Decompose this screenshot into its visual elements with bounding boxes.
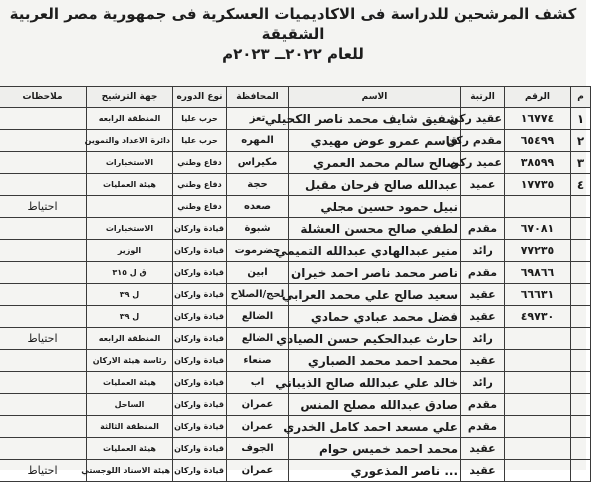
row-index-cell xyxy=(571,328,591,350)
course-type-cell: قيادة واركان xyxy=(173,306,227,328)
rank-cell: مقدم ركن xyxy=(461,130,505,152)
nominating-body-cell: هيئة العمليات xyxy=(87,438,173,460)
course-type-cell: قيادة واركان xyxy=(173,328,227,350)
rank-cell: عقيد ركن xyxy=(461,108,505,130)
military-number-cell xyxy=(505,416,571,438)
table-row xyxy=(0,174,591,196)
candidate-name-cell: سعيد صالح علي محمد العرابي xyxy=(289,284,461,306)
header-cell: الرقم xyxy=(505,87,571,108)
governorate-cell: الجوف xyxy=(227,438,289,460)
course-type-cell: قيادة واركان xyxy=(173,218,227,240)
candidate-name-cell: خالد علي عبدالله صالح الذيباني xyxy=(289,372,461,394)
nominating-body-cell: هيئة الاسناد اللوجستي xyxy=(87,460,173,482)
candidate-name-cell: ناصر محمد ناصر احمد خيران xyxy=(289,262,461,284)
remarks-cell xyxy=(0,350,87,372)
military-number-cell: ٦٧٠٨١ xyxy=(505,218,571,240)
military-number-cell: ٣٨٥٩٩ xyxy=(505,152,571,174)
remarks-cell: احتياط xyxy=(0,196,87,218)
remarks-cell xyxy=(0,108,87,130)
rank-cell: رائد xyxy=(461,372,505,394)
remarks-cell xyxy=(0,372,87,394)
candidate-name-cell: عبدالله صالح فرحان مقبل xyxy=(289,174,461,196)
row-index-cell xyxy=(571,460,591,482)
remarks-cell xyxy=(0,262,87,284)
course-type-cell: حرب عليا xyxy=(173,130,227,152)
header-cell: المحافظة xyxy=(227,87,289,108)
candidate-name-cell: شفيق شايف محمد ناصر الكحيلي xyxy=(289,108,461,130)
candidate-name-cell: لطفي صالح محسن العشلة xyxy=(289,218,461,240)
table-row xyxy=(0,284,591,306)
remarks-cell xyxy=(0,416,87,438)
candidate-name-cell: منير عبدالهادي عبدالله التميمي xyxy=(289,240,461,262)
row-index-cell xyxy=(571,394,591,416)
document-title xyxy=(0,4,586,64)
rank-cell: عميد ركن xyxy=(461,152,505,174)
military-number-cell: ٧٧٢٣٥ xyxy=(505,240,571,262)
rank-cell: مقدم xyxy=(461,394,505,416)
governorate-cell: ابين xyxy=(227,262,289,284)
governorate-cell: عمران xyxy=(227,394,289,416)
header-cell: ملاحظات xyxy=(0,87,87,108)
remarks-cell xyxy=(0,394,87,416)
table-row xyxy=(0,262,591,284)
row-index-cell xyxy=(571,416,591,438)
nominating-body-cell: ق ل ٣١٥ xyxy=(87,262,173,284)
governorate-cell: عمران xyxy=(227,416,289,438)
rank-cell: عقيد xyxy=(461,350,505,372)
candidate-name-cell: صالح سالم محمد العمري xyxy=(289,152,461,174)
rank-cell: عقيد xyxy=(461,438,505,460)
candidates-table xyxy=(0,86,591,482)
governorate-cell: حجة xyxy=(227,174,289,196)
military-number-cell xyxy=(505,196,571,218)
governorate-cell: حضرموت xyxy=(227,240,289,262)
table-row xyxy=(0,196,591,218)
rank-cell: عقيد xyxy=(461,284,505,306)
governorate-cell: الضالع xyxy=(227,328,289,350)
table-row xyxy=(0,108,591,130)
military-number-cell: ٦٥٤٩٩ xyxy=(505,130,571,152)
candidate-name-cell: قاسم عمرو عوض مهيدي xyxy=(289,130,461,152)
row-index-cell xyxy=(571,306,591,328)
course-type-cell: دفاع وطني xyxy=(173,196,227,218)
nominating-body-cell: الاستخبارات xyxy=(87,152,173,174)
military-number-cell xyxy=(505,394,571,416)
nominating-body-cell: الاستخبارات xyxy=(87,218,173,240)
remarks-cell: احتياط xyxy=(0,460,87,482)
military-number-cell: ٦٦٦٣١ xyxy=(505,284,571,306)
governorate-cell: صنعاء xyxy=(227,350,289,372)
rank-cell: مقدم xyxy=(461,416,505,438)
table-row xyxy=(0,460,591,482)
military-number-cell: ١٧٧٣٥ xyxy=(505,174,571,196)
table-row xyxy=(0,218,591,240)
table-row xyxy=(0,328,591,350)
nominating-body-cell: ل ٣٩ xyxy=(87,284,173,306)
military-number-cell xyxy=(505,328,571,350)
row-index-cell xyxy=(571,196,591,218)
military-number-cell: ٦٩٨٦٦ xyxy=(505,262,571,284)
nominating-body-cell: الوزير xyxy=(87,240,173,262)
remarks-cell xyxy=(0,152,87,174)
header-cell: م xyxy=(571,87,591,108)
table-header-row xyxy=(0,87,591,108)
rank-cell: مقدم xyxy=(461,262,505,284)
rank-cell: عقيد xyxy=(461,306,505,328)
nominating-body-cell: المنطقة الثالثة xyxy=(87,416,173,438)
nominating-body-cell: المنطقة الرابعه xyxy=(87,108,173,130)
candidate-name-cell: ... ناصر المذعوري xyxy=(289,460,461,482)
military-number-cell xyxy=(505,438,571,460)
military-number-cell xyxy=(505,372,571,394)
row-index-cell: ٣ xyxy=(571,152,591,174)
row-index-cell: ٤ xyxy=(571,174,591,196)
rank-cell xyxy=(461,196,505,218)
course-type-cell: حرب عليا xyxy=(173,108,227,130)
header-cell: الرتبة xyxy=(461,87,505,108)
course-type-cell: قيادة واركان xyxy=(173,350,227,372)
rank-cell: عميد xyxy=(461,174,505,196)
table-row xyxy=(0,372,591,394)
table-row xyxy=(0,130,591,152)
governorate-cell: لحج/الصلاح xyxy=(227,284,289,306)
header-cell: الاسم xyxy=(289,87,461,108)
course-type-cell: قيادة واركان xyxy=(173,372,227,394)
governorate-cell: صعده xyxy=(227,196,289,218)
nominating-body-cell: المنطقة الرابعه xyxy=(87,328,173,350)
nominating-body-cell: الساحل xyxy=(87,394,173,416)
title-line-1: كشف المرشحين للدراسة فى الاكاديميات العسكرية فى جمهورية مصر العربية الشقيقة xyxy=(9,5,577,43)
remarks-cell xyxy=(0,174,87,196)
course-type-cell: دفاع وطني xyxy=(173,152,227,174)
nominating-body-cell: هيئة العمليات xyxy=(87,174,173,196)
military-number-cell xyxy=(505,460,571,482)
course-type-cell: قيادة واركان xyxy=(173,394,227,416)
remarks-cell xyxy=(0,130,87,152)
candidate-name-cell: فضل محمد عبادي حمادي xyxy=(289,306,461,328)
course-type-cell: قيادة واركان xyxy=(173,240,227,262)
course-type-cell: قيادة واركان xyxy=(173,438,227,460)
remarks-cell xyxy=(0,438,87,460)
nominating-body-cell: دائرة الاعداد والتموين xyxy=(87,130,173,152)
rank-cell: مقدم xyxy=(461,218,505,240)
row-index-cell xyxy=(571,262,591,284)
nominating-body-cell: رئاسة هيئة الاركان xyxy=(87,350,173,372)
governorate-cell: المهره xyxy=(227,130,289,152)
candidate-name-cell: محمد احمد خميس حوام xyxy=(289,438,461,460)
candidate-name-cell: حارث عبدالحكيم حسن الصيادي xyxy=(289,328,461,350)
table-row xyxy=(0,394,591,416)
table-row xyxy=(0,306,591,328)
remarks-cell xyxy=(0,218,87,240)
table-row xyxy=(0,152,591,174)
remarks-cell xyxy=(0,284,87,306)
row-index-cell xyxy=(571,350,591,372)
row-index-cell xyxy=(571,218,591,240)
row-index-cell xyxy=(571,240,591,262)
row-index-cell xyxy=(571,372,591,394)
table-row xyxy=(0,438,591,460)
course-type-cell: دفاع وطني xyxy=(173,174,227,196)
candidate-name-cell: نبيل حمود حسين مجلي xyxy=(289,196,461,218)
candidate-name-cell: محمد احمد محمد الصباري xyxy=(289,350,461,372)
nominating-body-cell: هيئة العمليات xyxy=(87,372,173,394)
table-row xyxy=(0,350,591,372)
military-number-cell: ٤٩٧٣٠ xyxy=(505,306,571,328)
row-index-cell: ١ xyxy=(571,108,591,130)
table-row xyxy=(0,240,591,262)
military-number-cell xyxy=(505,350,571,372)
course-type-cell: قيادة واركان xyxy=(173,416,227,438)
nominating-body-cell: ل ٣٩ xyxy=(87,306,173,328)
row-index-cell: ٢ xyxy=(571,130,591,152)
row-index-cell xyxy=(571,284,591,306)
remarks-cell xyxy=(0,306,87,328)
governorate-cell: الضالع xyxy=(227,306,289,328)
governorate-cell: اب xyxy=(227,372,289,394)
title-line-2: للعام ٢٠٢٢ــ ٢٠٢٣م xyxy=(222,45,364,63)
header-cell: جهة الترشيح xyxy=(87,87,173,108)
remarks-cell xyxy=(0,240,87,262)
governorate-cell: تعز xyxy=(227,108,289,130)
candidate-name-cell: علي مسعد احمد كامل الخدري xyxy=(289,416,461,438)
military-number-cell: ١٦٧٧٤ xyxy=(505,108,571,130)
governorate-cell: شبوة xyxy=(227,218,289,240)
row-index-cell xyxy=(571,438,591,460)
course-type-cell: قيادة واركان xyxy=(173,284,227,306)
remarks-cell: احتياط xyxy=(0,328,87,350)
rank-cell: رائد xyxy=(461,240,505,262)
rank-cell: عقيد xyxy=(461,460,505,482)
course-type-cell: قيادة واركان xyxy=(173,262,227,284)
header-cell: نوع الدوره xyxy=(173,87,227,108)
governorate-cell: عمران xyxy=(227,460,289,482)
rank-cell: رائد xyxy=(461,328,505,350)
governorate-cell: مكيراس xyxy=(227,152,289,174)
nominating-body-cell xyxy=(87,196,173,218)
course-type-cell: قيادة واركان xyxy=(173,460,227,482)
candidate-name-cell: صادق عبدالله مصلح المنس xyxy=(289,394,461,416)
table-row xyxy=(0,416,591,438)
